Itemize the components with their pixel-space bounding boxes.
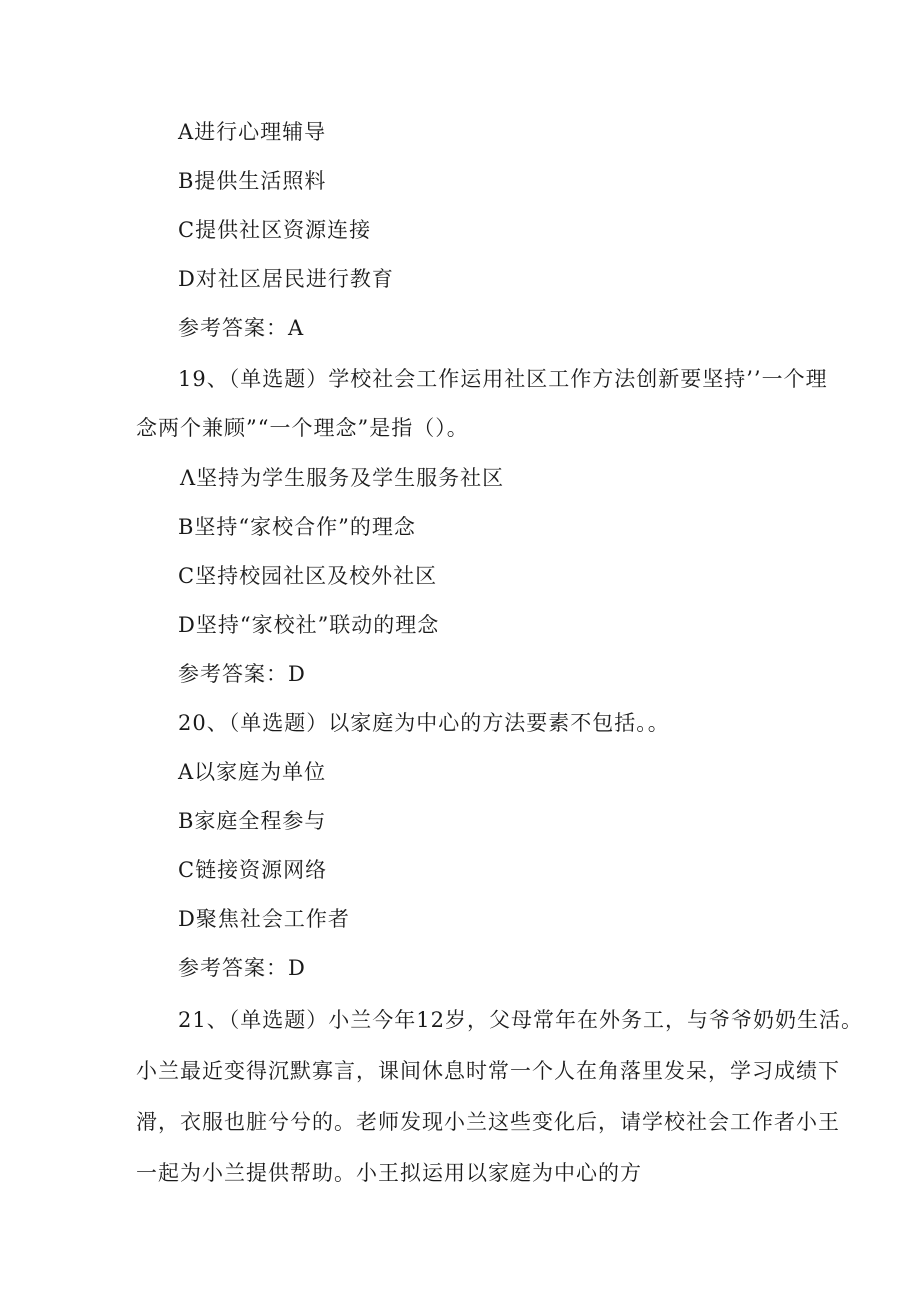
option-a-line: A进行心理辅导 <box>178 120 327 144</box>
question-21-line: 21、（单选题）小兰今年12岁，父母常年在外务工，与爷爷奶奶生活。 <box>178 1008 863 1032</box>
option-d-line: D坚持“家校社”联动的理念 <box>178 613 440 637</box>
option-b-line: B坚持“家校合作”的理念 <box>178 515 416 539</box>
option-c-line: C提供社区资源连接 <box>178 218 372 242</box>
option-a-line: Λ坚持为学生服务及学生服务社区 <box>180 466 505 490</box>
answer-line: 参考答案：D <box>178 956 306 980</box>
option-d-line: D聚焦社会工作者 <box>178 907 350 931</box>
question-19-line: 19、（单选题）学校社会工作运用社区工作方法创新要坚持’’一个理 <box>178 367 828 391</box>
option-d-line: D对社区居民进行教育 <box>178 267 394 291</box>
option-b-line: B家庭全程参与 <box>178 809 327 833</box>
question-21-continuation: 一起为小兰提供帮助。小王拟运用以家庭为中心的方 <box>136 1161 642 1185</box>
question-20-line: 20、（单选题）以家庭为中心的方法要素不包括。。 <box>178 711 670 735</box>
option-c-line: C坚持校园社区及校外社区 <box>178 564 438 588</box>
option-b-line: B提供生活照料 <box>178 169 327 193</box>
question-19-continuation: 念两个兼顾”“一个理念”是指（）。 <box>136 416 469 440</box>
question-21-continuation: 滑，衣服也脏兮兮的。老师发现小兰这些变化后，请学校社会工作者小王 <box>136 1110 840 1134</box>
option-c-line: C链接资源网络 <box>178 858 328 882</box>
answer-line: 参考答案：A <box>178 316 305 340</box>
answer-line: 参考答案：D <box>178 662 306 686</box>
option-a-line: A以家庭为单位 <box>178 760 327 784</box>
question-21-continuation: 小兰最近变得沉默寡言，课间休息时常一个人在角落里发呆，学习成绩下 <box>136 1059 840 1083</box>
